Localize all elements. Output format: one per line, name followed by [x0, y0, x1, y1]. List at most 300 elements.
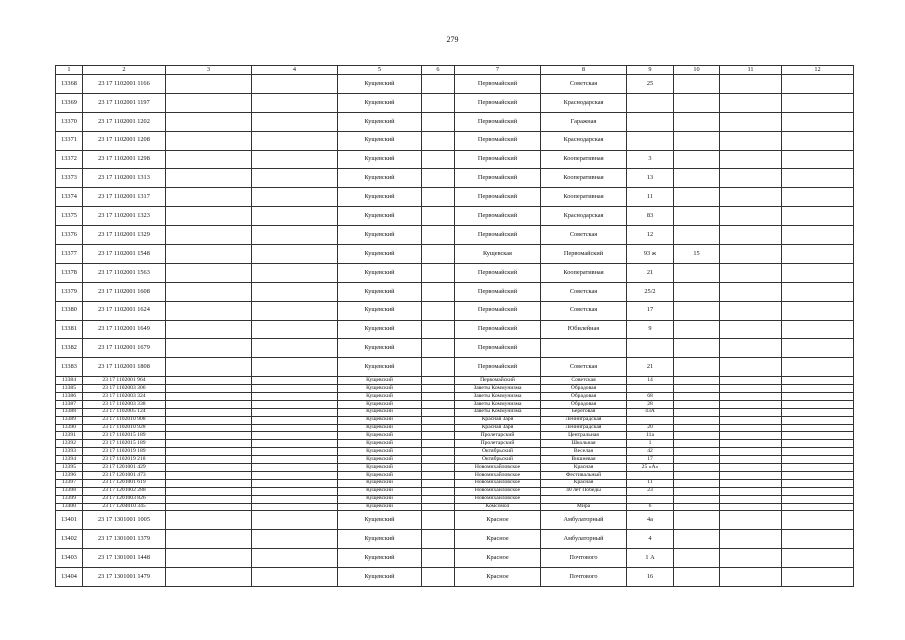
register-table	[55, 65, 854, 587]
cell-cadastral-number: 23 17 1301001 1379	[83, 530, 166, 549]
cell-settlement: Новомихайловское	[455, 464, 541, 472]
cell-col-6	[422, 487, 455, 495]
cell-col-6	[422, 530, 455, 549]
cell-col-3	[166, 282, 252, 301]
table-row	[56, 150, 854, 169]
cell-cadastral-number: 23 17 1102001 1649	[83, 320, 166, 339]
cell-record-number: 13400	[56, 503, 83, 511]
cell-col-12	[782, 511, 854, 530]
cell-record-number: 13399	[56, 495, 83, 503]
cell-district: Кущевский	[338, 456, 422, 464]
table-row	[56, 511, 854, 530]
cell-street: Школьная	[541, 440, 627, 448]
cell-col-4	[252, 282, 338, 301]
cell-street: Обрадовая	[541, 385, 627, 393]
cell-col-11	[720, 377, 782, 385]
cell-street: 40 лет Победы	[541, 487, 627, 495]
cell-district: Кущевский	[338, 358, 422, 377]
cell-col-3	[166, 393, 252, 401]
cell-col-4	[252, 511, 338, 530]
cell-record-number: 13373	[56, 169, 83, 188]
cell-col-12	[782, 112, 854, 131]
table-row	[56, 245, 854, 264]
cell-col-4	[252, 150, 338, 169]
cell-col-11	[720, 549, 782, 568]
cell-district: Кущевский	[338, 282, 422, 301]
cell-col-6	[422, 385, 455, 393]
cell-col-4	[252, 263, 338, 282]
cell-col-10	[674, 568, 720, 587]
table-row	[56, 416, 854, 424]
cell-col-11	[720, 511, 782, 530]
cell-col-4	[252, 416, 338, 424]
table-row	[56, 393, 854, 401]
cell-street: Советская	[541, 377, 627, 385]
cell-col-6	[422, 188, 455, 207]
cell-col-6	[422, 358, 455, 377]
cell-cadastral-number: 23 17 1102005 124	[83, 408, 166, 416]
cell-house-number: 23	[627, 487, 674, 495]
cell-settlement: Заветы Коммунизма	[455, 385, 541, 393]
cell-col-3	[166, 471, 252, 479]
cell-house-number: 1	[627, 440, 674, 448]
cell-col-12	[782, 503, 854, 511]
cell-house-number	[627, 131, 674, 150]
cell-house-number: 16	[627, 568, 674, 587]
cell-cadastral-number: 23 17 1201001 473	[83, 471, 166, 479]
cell-house-number: 20	[627, 424, 674, 432]
cell-col-11	[720, 424, 782, 432]
cell-col-12	[782, 432, 854, 440]
cell-cadastral-number: 23 17 1201002 288	[83, 487, 166, 495]
cell-col-12	[782, 320, 854, 339]
cell-col-3	[166, 464, 252, 472]
cell-district: Кущевский	[338, 320, 422, 339]
cell-col-3	[166, 495, 252, 503]
cell-col-6	[422, 479, 455, 487]
cell-house-number	[627, 112, 674, 131]
table-row	[56, 568, 854, 587]
cell-col-4	[252, 440, 338, 448]
cell-col-11	[720, 385, 782, 393]
cell-record-number: 13402	[56, 530, 83, 549]
cell-col-11	[720, 440, 782, 448]
cell-district: Кущевский	[338, 432, 422, 440]
cell-col-12	[782, 207, 854, 226]
cell-street: Краснодарская	[541, 207, 627, 226]
cell-col-6	[422, 424, 455, 432]
cell-street: Кооперативная	[541, 263, 627, 282]
cell-col-4	[252, 75, 338, 94]
cell-col-10	[674, 464, 720, 472]
cell-house-number	[627, 416, 674, 424]
cell-cadastral-number: 23 17 1102001 1202	[83, 112, 166, 131]
cell-house-number: 43А	[627, 408, 674, 416]
cell-col-4	[252, 112, 338, 131]
cell-street: Веселая	[541, 448, 627, 456]
cell-col-10	[674, 503, 720, 511]
cell-record-number: 13397	[56, 479, 83, 487]
cell-street: Центральная	[541, 432, 627, 440]
cell-cadastral-number: 23 17 1201003 826	[83, 495, 166, 503]
cell-col-6	[422, 263, 455, 282]
cell-col-11	[720, 416, 782, 424]
cell-col-3	[166, 511, 252, 530]
table-row	[56, 400, 854, 408]
cell-settlement: Пролетарский	[455, 432, 541, 440]
cell-col-3	[166, 424, 252, 432]
cell-settlement: Пролетарский	[455, 440, 541, 448]
cell-settlement: Комсомол	[455, 503, 541, 511]
cell-col-11	[720, 93, 782, 112]
cell-col-4	[252, 400, 338, 408]
cell-street: Советская	[541, 358, 627, 377]
cell-record-number: 13389	[56, 416, 83, 424]
column-header: 12	[782, 66, 854, 75]
cell-street: Советская	[541, 226, 627, 245]
cell-col-12	[782, 169, 854, 188]
cell-street: Фестивальный	[541, 471, 627, 479]
cell-col-3	[166, 339, 252, 358]
cell-col-11	[720, 400, 782, 408]
cell-settlement: Первомайский	[455, 339, 541, 358]
cell-col-6	[422, 568, 455, 587]
cell-col-3	[166, 377, 252, 385]
cell-col-3	[166, 245, 252, 264]
cell-col-10	[674, 440, 720, 448]
cell-settlement: Первомайский	[455, 93, 541, 112]
column-header: 10	[674, 66, 720, 75]
cell-settlement: Красное	[455, 549, 541, 568]
cell-col-6	[422, 464, 455, 472]
cell-col-6	[422, 226, 455, 245]
cell-col-12	[782, 464, 854, 472]
cell-col-10	[674, 448, 720, 456]
cell-col-11	[720, 301, 782, 320]
cell-district: Кущевский	[338, 131, 422, 150]
cell-col-6	[422, 301, 455, 320]
table-row	[56, 495, 854, 503]
table-row	[56, 339, 854, 358]
table-row	[56, 207, 854, 226]
cell-settlement: Красное	[455, 530, 541, 549]
cell-col-6	[422, 400, 455, 408]
cell-col-6	[422, 93, 455, 112]
cell-col-4	[252, 503, 338, 511]
cell-settlement: Первомайский	[455, 75, 541, 94]
cell-street: Красная	[541, 479, 627, 487]
cell-col-3	[166, 440, 252, 448]
cell-col-12	[782, 568, 854, 587]
cell-col-6	[422, 169, 455, 188]
cell-record-number: 13390	[56, 424, 83, 432]
cell-col-4	[252, 207, 338, 226]
cell-col-3	[166, 568, 252, 587]
cell-settlement: Новомихайловское	[455, 495, 541, 503]
cell-col-10: 15	[674, 245, 720, 264]
cell-street: Гаражная	[541, 112, 627, 131]
cell-col-11	[720, 207, 782, 226]
cell-col-4	[252, 487, 338, 495]
cell-col-6	[422, 471, 455, 479]
cell-house-number: 14	[627, 377, 674, 385]
cell-cadastral-number: 23 17 1102001 1608	[83, 282, 166, 301]
cell-house-number: 4а	[627, 511, 674, 530]
cell-house-number: 68	[627, 393, 674, 401]
cell-district: Кущевский	[338, 487, 422, 495]
cell-col-4	[252, 393, 338, 401]
cell-district: Кущевский	[338, 503, 422, 511]
cell-col-3	[166, 487, 252, 495]
cell-col-4	[252, 408, 338, 416]
cell-col-10	[674, 385, 720, 393]
cell-col-11	[720, 282, 782, 301]
cell-district: Кущевский	[338, 495, 422, 503]
cell-street: Кооперативная	[541, 188, 627, 207]
cell-col-12	[782, 416, 854, 424]
cell-cadastral-number: 23 17 1201001 429	[83, 464, 166, 472]
cell-col-3	[166, 301, 252, 320]
cell-district: Кущевский	[338, 385, 422, 393]
cell-col-10	[674, 424, 720, 432]
cell-col-10	[674, 530, 720, 549]
cell-col-10	[674, 416, 720, 424]
cell-district: Кущевский	[338, 440, 422, 448]
cell-cadastral-number: 23 17 1102001 1548	[83, 245, 166, 264]
table-row	[56, 432, 854, 440]
table-row	[56, 440, 854, 448]
cell-col-10	[674, 495, 720, 503]
cell-col-4	[252, 245, 338, 264]
cell-settlement: Первомайский	[455, 301, 541, 320]
cell-col-11	[720, 150, 782, 169]
cell-col-6	[422, 503, 455, 511]
cell-col-6	[422, 377, 455, 385]
cell-col-12	[782, 150, 854, 169]
cell-cadastral-number: 23 17 1102019 189	[83, 448, 166, 456]
column-header: 8	[541, 66, 627, 75]
cell-col-12	[782, 245, 854, 264]
cell-col-12	[782, 301, 854, 320]
cell-cadastral-number: 23 17 1204010 345	[83, 503, 166, 511]
cell-col-6	[422, 432, 455, 440]
cell-district: Кущевский	[338, 377, 422, 385]
cell-district: Кущевский	[338, 511, 422, 530]
cell-col-6	[422, 282, 455, 301]
cell-record-number: 13380	[56, 301, 83, 320]
cell-house-number	[627, 385, 674, 393]
table-row	[56, 131, 854, 150]
cell-district: Кущевский	[338, 448, 422, 456]
column-header: 1	[56, 66, 83, 75]
cell-col-12	[782, 400, 854, 408]
cell-col-11	[720, 393, 782, 401]
cell-col-3	[166, 408, 252, 416]
cell-house-number: 17	[627, 456, 674, 464]
cell-col-10	[674, 207, 720, 226]
cell-record-number: 13391	[56, 432, 83, 440]
cell-house-number: 13	[627, 169, 674, 188]
cell-settlement: Первомайский	[455, 131, 541, 150]
cell-col-6	[422, 440, 455, 448]
cell-settlement: Октябрьский	[455, 456, 541, 464]
cell-record-number: 13374	[56, 188, 83, 207]
table-row	[56, 169, 854, 188]
cell-settlement: Первомайский	[455, 226, 541, 245]
cell-col-4	[252, 320, 338, 339]
cell-house-number: 4	[627, 530, 674, 549]
cell-street: Мира	[541, 503, 627, 511]
cell-house-number	[627, 339, 674, 358]
cell-col-10	[674, 432, 720, 440]
cell-col-6	[422, 549, 455, 568]
column-header: 4	[252, 66, 338, 75]
cell-col-12	[782, 282, 854, 301]
cell-col-6	[422, 245, 455, 264]
cell-record-number: 13396	[56, 471, 83, 479]
cell-col-4	[252, 377, 338, 385]
cell-district: Кущевский	[338, 150, 422, 169]
cell-street: Обрадовая	[541, 393, 627, 401]
cell-street: Почтового	[541, 549, 627, 568]
cell-record-number: 13403	[56, 549, 83, 568]
cell-record-number: 13369	[56, 93, 83, 112]
cell-col-11	[720, 568, 782, 587]
cell-col-12	[782, 549, 854, 568]
cell-settlement: Октябрьский	[455, 448, 541, 456]
cell-col-6	[422, 393, 455, 401]
cell-cadastral-number: 23 17 1102015 189	[83, 440, 166, 448]
column-header-row	[56, 66, 854, 75]
cell-col-10	[674, 487, 720, 495]
cell-cadastral-number: 23 17 1102001 1808	[83, 358, 166, 377]
cell-col-10	[674, 339, 720, 358]
cell-district: Кущевский	[338, 549, 422, 568]
cell-col-10	[674, 301, 720, 320]
cell-col-11	[720, 112, 782, 131]
column-header: 7	[455, 66, 541, 75]
column-header: 3	[166, 66, 252, 75]
cell-cadastral-number: 23 17 1102001 1317	[83, 188, 166, 207]
cell-col-10	[674, 263, 720, 282]
cell-col-10	[674, 150, 720, 169]
cell-street: Кооперативная	[541, 150, 627, 169]
cell-street: Ленинградская	[541, 424, 627, 432]
cell-house-number: 21	[627, 358, 674, 377]
cell-house-number: 6	[627, 503, 674, 511]
column-header: 2	[83, 66, 166, 75]
cell-col-11	[720, 188, 782, 207]
column-header: 9	[627, 66, 674, 75]
cell-col-3	[166, 75, 252, 94]
cell-record-number: 13372	[56, 150, 83, 169]
table-row	[56, 503, 854, 511]
cell-district: Кущевский	[338, 408, 422, 416]
cell-street: Краснодарская	[541, 131, 627, 150]
cell-col-11	[720, 169, 782, 188]
cell-col-11	[720, 75, 782, 94]
cell-district: Кущевский	[338, 471, 422, 479]
cell-district: Кущевский	[338, 226, 422, 245]
cell-col-12	[782, 448, 854, 456]
cell-col-12	[782, 339, 854, 358]
cell-col-10	[674, 320, 720, 339]
cell-col-10	[674, 188, 720, 207]
cell-col-12	[782, 188, 854, 207]
cell-col-10	[674, 93, 720, 112]
cell-street: Вишневая	[541, 456, 627, 464]
cell-col-12	[782, 263, 854, 282]
cell-col-12	[782, 456, 854, 464]
cell-col-12	[782, 131, 854, 150]
column-header: 6	[422, 66, 455, 75]
cell-cadastral-number: 23 17 1102001 1329	[83, 226, 166, 245]
cell-record-number: 13394	[56, 456, 83, 464]
cell-cadastral-number: 23 17 1301001 1448	[83, 549, 166, 568]
cell-settlement: Заветы Коммунизма	[455, 393, 541, 401]
cell-cadastral-number: 23 17 1102001 1323	[83, 207, 166, 226]
cell-col-12	[782, 408, 854, 416]
cell-cadastral-number: 23 17 1102001 1208	[83, 131, 166, 150]
cell-col-10	[674, 358, 720, 377]
cell-col-11	[720, 530, 782, 549]
cell-col-3	[166, 400, 252, 408]
cell-record-number: 13392	[56, 440, 83, 448]
cell-house-number: 42	[627, 448, 674, 456]
cell-col-6	[422, 150, 455, 169]
cell-record-number: 13382	[56, 339, 83, 358]
cell-col-4	[252, 464, 338, 472]
cell-street: Краснодарская	[541, 93, 627, 112]
cell-street: Амбулаторный	[541, 511, 627, 530]
cell-col-4	[252, 549, 338, 568]
cell-col-11	[720, 471, 782, 479]
table-row	[56, 358, 854, 377]
cell-street: Юбилейная	[541, 320, 627, 339]
cell-col-12	[782, 358, 854, 377]
cell-col-10	[674, 549, 720, 568]
cell-col-11	[720, 245, 782, 264]
cell-house-number	[627, 471, 674, 479]
cell-col-12	[782, 530, 854, 549]
cell-col-6	[422, 456, 455, 464]
cell-district: Кущевский	[338, 301, 422, 320]
cell-col-10	[674, 75, 720, 94]
cell-col-4	[252, 358, 338, 377]
cell-col-3	[166, 358, 252, 377]
cell-street: Советская	[541, 282, 627, 301]
cell-district: Кущевский	[338, 75, 422, 94]
cell-col-10	[674, 377, 720, 385]
cell-record-number: 13398	[56, 487, 83, 495]
cell-col-4	[252, 188, 338, 207]
cell-col-6	[422, 448, 455, 456]
table-row	[56, 464, 854, 472]
cell-district: Кущевский	[338, 207, 422, 226]
cell-col-4	[252, 339, 338, 358]
cell-record-number: 13393	[56, 448, 83, 456]
cell-settlement: Первомайский	[455, 207, 541, 226]
cell-house-number: 11	[627, 188, 674, 207]
cell-col-3	[166, 131, 252, 150]
cell-col-12	[782, 440, 854, 448]
cell-col-11	[720, 495, 782, 503]
cell-record-number: 13368	[56, 75, 83, 94]
cell-record-number: 13385	[56, 385, 83, 393]
cell-col-12	[782, 393, 854, 401]
cell-col-3	[166, 112, 252, 131]
table-row	[56, 479, 854, 487]
